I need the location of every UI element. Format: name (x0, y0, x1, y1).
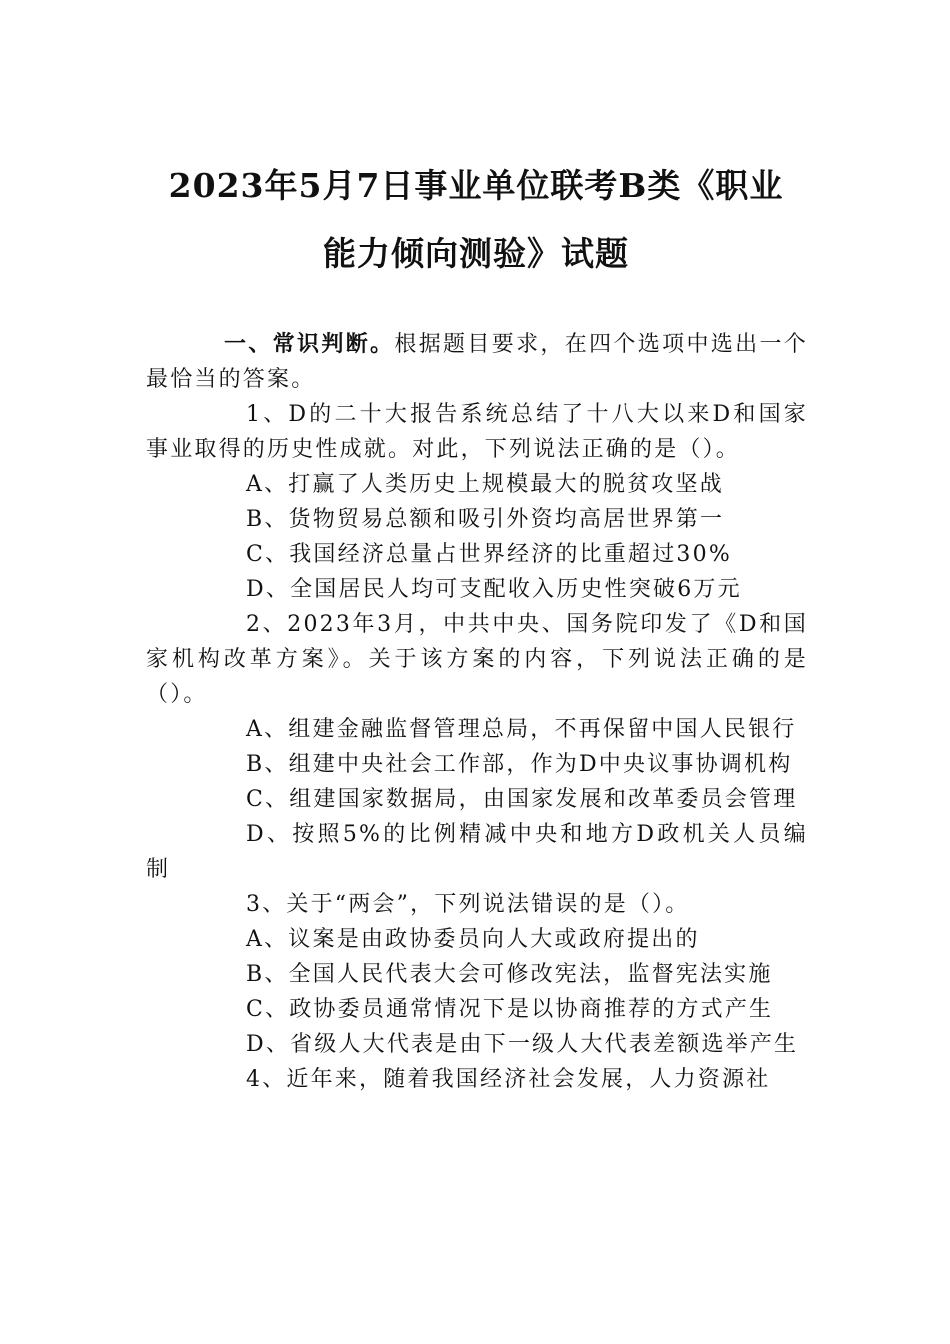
question-3-option-d: D、省级人大代表是由下一级人大代表差额选举产生 (246, 1032, 799, 1057)
document-title-line-1: 2023年5月7日事业单位联考B类《职业 (168, 166, 784, 205)
question-3-option-b: B、全国人民代表大会可修改宪法，监督宪法实施 (246, 962, 773, 987)
question-3-stem: 3、关于“两会”，下列说法错误的是（）。 (246, 892, 690, 917)
question-1-option-b: B、货物贸易总额和吸引外资均高居世界第一 (246, 507, 725, 532)
question-3-option-a: A、议案是由政协委员向人大或政府提出的 (246, 927, 700, 952)
question-3-option-c: C、政协委员通常情况下是以协商推荐的方式产生 (246, 997, 774, 1022)
question-1-option-d: D、全国居民人均可支配收入历史性突破6万元 (246, 577, 742, 602)
section-intro (146, 327, 808, 397)
question-1-stem: 1、D的二十大报告系统总结了十八大以来D和国家事业取得的历史性成就。对此，下列说法正确的是（）。 (146, 402, 808, 462)
question-2-option-c: C、组建国家数据局，由国家发展和改革委员会管理 (246, 787, 798, 812)
document-body (146, 327, 808, 1097)
section-heading: 一、常识判断。 (224, 331, 395, 357)
question-2-option-b: B、组建中央社会工作部，作为D中央议事协调机构 (246, 752, 793, 777)
question-1-option-a: A、打赢了人类历史上规模最大的脱贫攻坚战 (246, 472, 724, 497)
question-2-stem: 2、2023年3月，中共中央、国务院印发了《D和国家机构改革方案》。关于该方案的内容，下列说法正确的是（）。 (146, 612, 808, 707)
document-title-line-2: 能力倾向测验》试题 (323, 234, 629, 273)
question-2-option-a: A、组建金融监督管理总局，不再保留中国人民银行 (246, 717, 797, 742)
question-1-option-c: C、我国经济总量占世界经济的比重超过30% (246, 542, 732, 567)
question-4-stem: 4、近年来，随着我国经济社会发展，人力资源社 (246, 1067, 771, 1092)
section-instruction: 根据题目要求，在四个选项中选出一个最恰当的答案。 (146, 332, 808, 392)
question-2-option-d: D、按照5%的比例精减中央和地方D政机关人员编制 (146, 822, 808, 882)
